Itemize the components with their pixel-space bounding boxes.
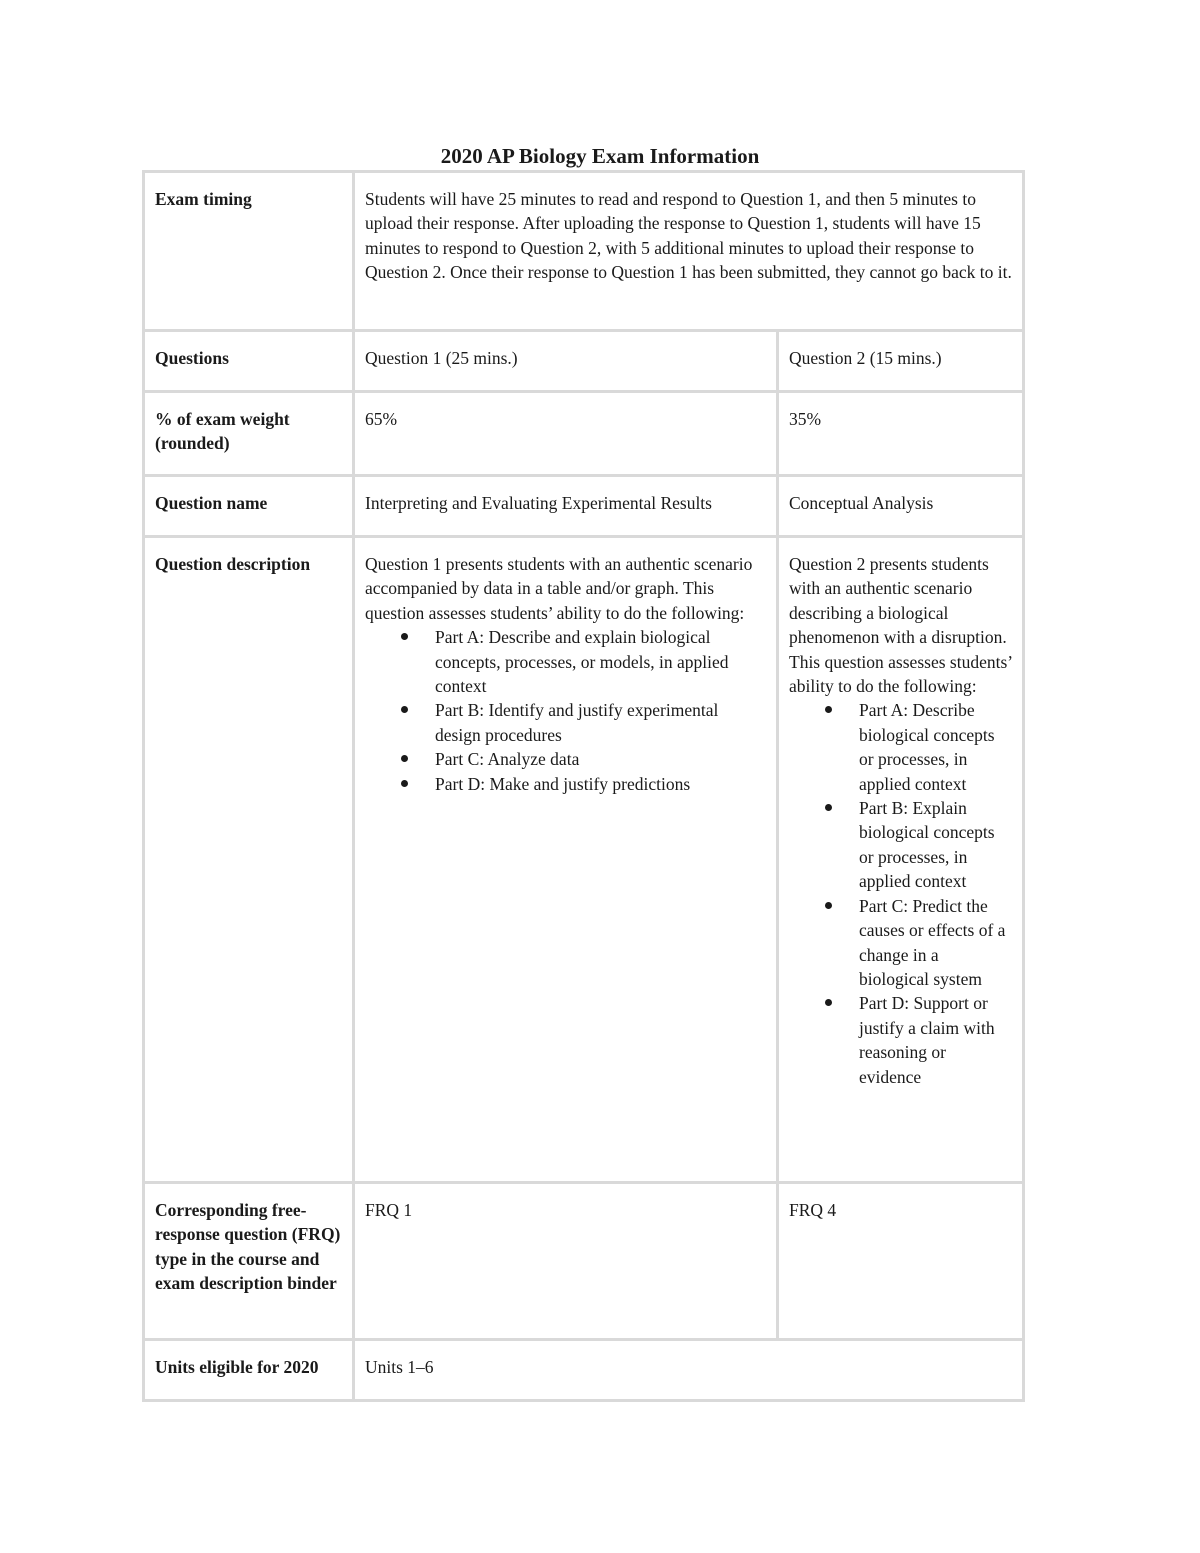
list-item: Part A: Describe and explain biological concepts, processes, or models, in applied context xyxy=(365,625,766,698)
table-row-weight xyxy=(144,392,1024,476)
frq-type-label: Corresponding free-response question (FRQ) type in the course and exam description binder xyxy=(144,1183,354,1340)
exam-timing-value: Students will have 25 minutes to read and respond to Question 1, and then 5 minutes to upload their response. After uploading the response to Question 1, students will have 15 minutes to respond to Question 2, with 5 additional minutes to upload their response to Question 2. Once their response to Question 1 has been submitted, they cannot go back to it. xyxy=(354,172,1024,331)
table-row-frq-type xyxy=(144,1183,1024,1340)
question-2-cell: Question 2 (15 mins.) xyxy=(778,331,1024,392)
description-q1-list xyxy=(365,625,766,796)
description-q2-cell xyxy=(778,537,1024,1183)
list-item: Part C: Analyze data xyxy=(365,747,766,771)
description-q2-list xyxy=(789,698,1012,1089)
description-q1-cell xyxy=(354,537,778,1183)
list-item: Part D: Make and justify predictions xyxy=(365,772,766,796)
description-q1-intro: Question 1 presents students with an authentic scenario accompanied by data in a table and/or graph. This question assesses students’ ability to do the following: xyxy=(365,554,753,623)
list-item: Part B: Identify and justify experimental design procedures xyxy=(365,698,766,747)
question-1-cell: Question 1 (25 mins.) xyxy=(354,331,778,392)
frq-type-q2-cell: FRQ 4 xyxy=(778,1183,1024,1340)
table-row-exam-timing xyxy=(144,172,1024,331)
question-name-q2-cell: Conceptual Analysis xyxy=(778,476,1024,537)
weight-q2-cell: 35% xyxy=(778,392,1024,476)
question-name-q1-cell: Interpreting and Evaluating Experimental Results xyxy=(354,476,778,537)
page-title: 2020 AP Biology Exam Information xyxy=(440,144,760,168)
question-name-label: Question name xyxy=(144,476,354,537)
frq-type-q1-cell: FRQ 1 xyxy=(354,1183,778,1340)
description-q2-intro: Question 2 presents students with an authentic scenario describing a biological phenomenon with a disruption. This question assesses students’ ability to do the following: xyxy=(789,554,1012,697)
list-item: Part C: Predict the causes or effects of a change in a biological system xyxy=(789,894,1012,992)
list-item: Part B: Explain biological concepts or processes, in applied context xyxy=(789,796,1012,894)
list-item: Part A: Describe biological concepts or processes, in applied context xyxy=(789,698,1012,796)
list-item: Part D: Support or justify a claim with reasoning or evidence xyxy=(789,991,1012,1089)
exam-info-table xyxy=(142,170,1025,1402)
exam-timing-label: Exam timing xyxy=(144,172,354,331)
weight-q1-cell: 65% xyxy=(354,392,778,476)
description-label: Question description xyxy=(144,537,354,1183)
table-row-units xyxy=(144,1340,1024,1401)
units-value: Units 1–6 xyxy=(354,1340,1024,1401)
table-row-questions xyxy=(144,331,1024,392)
questions-label: Questions xyxy=(144,331,354,392)
units-label: Units eligible for 2020 xyxy=(144,1340,354,1401)
weight-label: % of exam weight (rounded) xyxy=(144,392,354,476)
table-row-question-name xyxy=(144,476,1024,537)
table-row-description xyxy=(144,537,1024,1183)
